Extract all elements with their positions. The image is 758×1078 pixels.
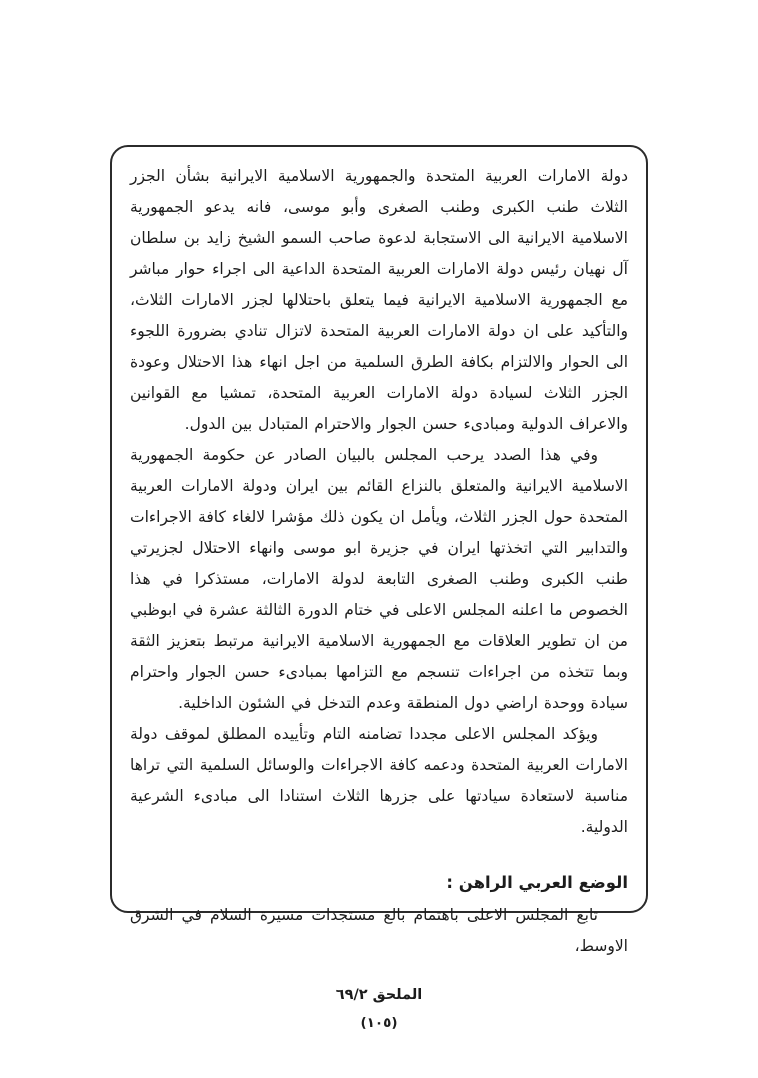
- document-text-box: [110, 145, 648, 955]
- paragraph-peace-process: تابع المجلس الاعلى باهتمام بالغ مستجدات مسيرة السلام في الشرق الاوسط،: [130, 906, 628, 955]
- page-footer: [0, 984, 758, 1034]
- page-number: (١٠٥): [360, 1015, 398, 1031]
- section-heading-current-arab-situation: الوضع العربي الراهن :: [446, 873, 628, 892]
- paragraph-council-reaffirms-solidarity: ويؤكد المجلس الاعلى مجددا تضامنه التام وتأييده المطلق لموقف دولة الامارات العربية المتحدة ودعمه كافة الاجراءات والوسائل السلمية التي تراها مناسبة لاستعادة سيادتها على جزرها الثلاث استنادا الى مبادىء الشرعية الدولية.: [130, 725, 628, 836]
- appendix-label: الملحق ٦٩/٢: [335, 987, 423, 1003]
- paragraph-islands-dispute: دولة الامارات العربية المتحدة والجمهورية الاسلامية الايرانية بشأن الجزر الثلاث طنب الكبرى وطنب الصغرى وأبو موسى، فانه يدعو الجمهورية الاسلامية الايرانية الى الاستجابة لدعوة صاحب السمو الشيخ زايد بن سلطان آل نهيان رئيس دولة الامارات العربية المتحدة الداعية الى اجراء حوار مباشر مع الجمهورية الاسلامية الايرانية فيما يتعلق باحتلالها لجزر الامارات الثلاث، والتأكيد على ان دولة الامارات العربية المتحدة لاتزال تنادي بضرورة اللجوء الى الحوار والالتزام بكافة الطرق السلمية من اجل انهاء هذا الاحتلال وعودة الجزر الثلاث لسيادة دولة الامارات العربية المتحدة، تمشيا مع القوانين والاعراف الدولية ومبادىء حسن الجوار والاحترام المتبادل بين الدول.: [130, 167, 628, 433]
- paragraph-council-welcomes-statement: وفي هذا الصدد يرحب المجلس بالبيان الصادر عن حكومة الجمهورية الاسلامية الايرانية والمتعلق بالنزاع القائم بين ايران ودولة الامارات العربية المتحدة حول الجزر الثلاث، ويأمل ان يكون ذلك مؤشرا لالغاء كافة الاجراءات والتدابير التي اتخذتها ايران في جزيرة ابو موسى وانهاء الاحتلال لجزيرتي طنب الكبرى وطنب الصغرى التابعة لدولة الامارات، مستذكرا في هذا الخصوص ما اعلنه المجلس الاعلى في ختام الدورة الثالثة عشرة في ابوظبي من ان تطوير العلاقات مع الجمهورية الاسلامية الايرانية مرتبط بتعزيز الثقة وبما تتخذه من اجراءات تنسجم مع التزامها بمبادىء حسن الجوار واحترام سيادة ووحدة اراضي دول المنطقة وعدم التدخل في الشئون الداخلية.: [130, 446, 628, 712]
